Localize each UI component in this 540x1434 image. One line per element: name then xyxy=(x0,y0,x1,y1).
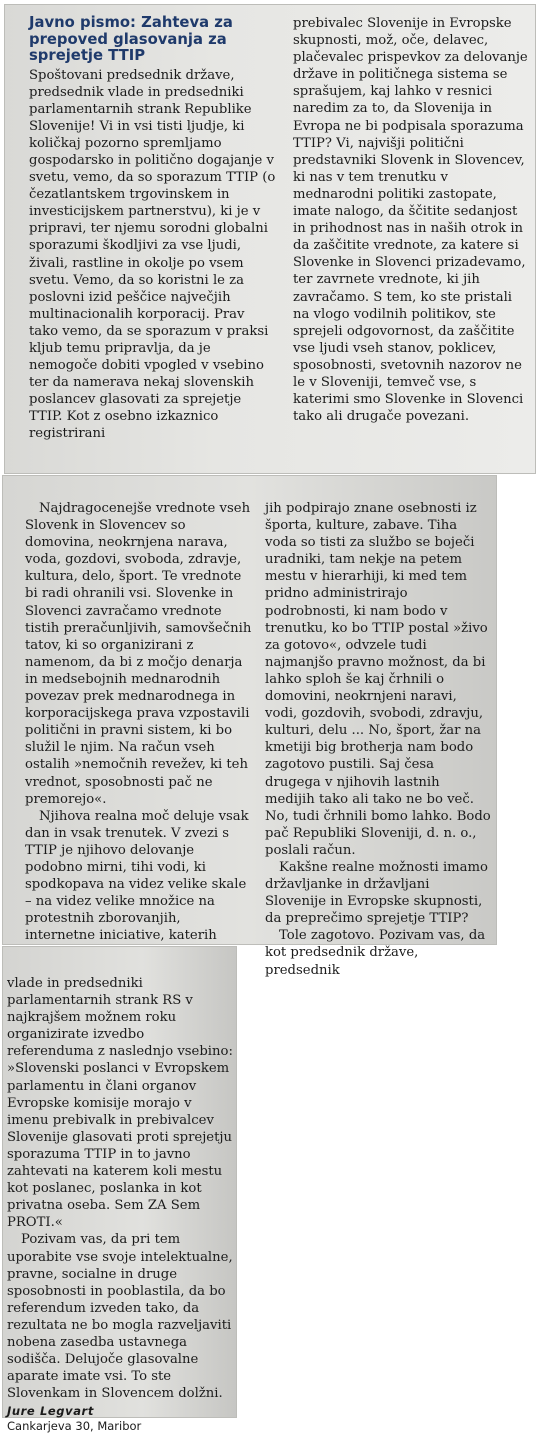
clip1-column-right xyxy=(293,15,529,425)
clip2-left-paragraph-1: Najdragocenejše vrednote vseh Slovenk in Slovencev so domovina, neokrnjena narava, voda, gozdovi, svoboda, zdravje, kultura, delo, šport. Te vrednote bi radi ohranili vsi. Slovenke in Slovenci zavračamo vrednote tistih preračunljivih, samovšečnih tatov, ki so organizirani z namenom, da bi z močjo denarja in medsebojnih mednarodnih povezav prek mednarodnega in korporacijskega prava vzpostavili politični in pravni sistem, ki bo služil le njim. Na račun vseh ostalih »nemočnih revežev, ki teh vrednot, sposobnosti pač ne premorejo«. xyxy=(25,501,252,807)
clip2-right-paragraph-1: jih podpirajo znane osebnosti iz športa, kulture, zabave. Tiha voda so tisti za službo se boječi uradniki, tam nekje na petem mestu v hierarhiji, ki med tem pridno administrirajo podrobnosti, ki nam bodo v trenutku, ko bo TTIP postal »živo za gotovo«, odvzele tudi najmanjšo pravno možnost, da bi lahko sploh še kaj črhnili o domovini, neokrnjeni naravi, vodi, gozdovih, svobodi, zdravju, kulturi, delu ... No, šport, žar na kmetiji big brotherja nam bodo zagotovo pustili. Saj česa drugega v njihovih lastnih medijih tako ali tako ne bo več. No, tudi črhnili bomo lahko. Bodo pač Republiki Sloveniji, d. n. o., poslali račun. xyxy=(265,501,491,858)
author-address: Cankarjeva 30, Maribor xyxy=(7,1419,142,1434)
clip2-left-paragraph-2: Njihova realna moč deluje vsak dan in vsak trenutek. V zvezi s TTIP je njihovo delovanje podobno mirni, tihi vodi, ki spodkopava na videz velike skale – na videz velike množice na protestnih zborovanjih, internetne iniciative, katerih xyxy=(25,808,249,944)
clip1-column-left xyxy=(29,15,277,443)
clip1-left-text xyxy=(29,67,277,443)
headline: Javno pismo: Zahteva za prepoved glasovanja za sprejetje TTIP xyxy=(29,14,233,64)
clip2-column-left xyxy=(25,500,253,962)
article-clipping-3 xyxy=(2,946,237,1434)
clip1-right-paragraph: prebivalec Slovenije in Evropske skupnosti, mož, oče, delavec, plačevalec prispevkov za delovanje države in političnega sistema se sprašujem, kaj lahko v resnici naredim za to, da Slovenija in Evropa ne bi podpisala sporazuma TTIP? Vi, najvišji politični predstavniki Slovenk in Slovencev, ki nas v tem trenutku v mednarodni politiki zastopate, imate nalogo, da ščitite sedanjost in prihodnost nas in naših otrok in da zaščitite vrednote, za katere si Slovenke in Slovenci prizadevamo, ter zavrnete vrednote, ki jih zavračamo. S tem, ko ste pristali na vlogo vodilnih politikov, ste sprejeli odgovornost, da zaščitite vse ljudi vseh stanov, poklicev, sposobnosti, svetovnih nazorov ne le v Sloveniji, temveč vse, s katerimi smo Slovenke in Slovenci tako ali drugače povezani. xyxy=(293,16,528,425)
clip3-paragraph-1: vlade in predsedniki parlamentarnih strank RS v najkrajšem možnem roku organizirate izvedbo referenduma z naslednjo vsebino: »Slovenski poslanci v Evropskem parlamentu in člani organov Evropske komisije morajo v imenu prebivalk in prebivalcev Slovenije glasovati proti sprejetju sporazuma TTIP in to javno zahtevati na katerem koli mestu kot poslanec, poslanka in kot privatna oseba. Sem ZA Sem PROTI.« xyxy=(7,976,233,1231)
clip1-left-paragraph: Spoštovani predsednik države, predsednik vlade in predsedniki parlamentarnih strank Republike Slovenije! Vi in vsi tisti ljudje, ki količkaj pozorno spremljamo gospodarsko in politično dogajanje v svetu, vemo, da so sporazum TTIP (o čezatlantskem trgovinskem in investicijskem partnerstvu), ki je v pripravi, ter njemu sorodni globalni sporazumi škodljivi za vse ljudi, živali, rastline in okolje po vsem svetu. Vemo, da so koristni le za poslovni izid peščice največjih multinacionalih korporacij. Prav tako vemo, da se sporazum v praksi kljub temu pripravlja, da je nemogoče dobiti vpogled v vsebino ter da namerava nekaj slovenskih poslancev glasovati za sprejetje TTIP. Kot z osebno izkaznico registrirani xyxy=(29,67,276,442)
clip2-right-text xyxy=(265,500,491,979)
signature xyxy=(7,1404,233,1434)
clip3-paragraph-2: Pozivam vas, da pri tem uporabite vse svoje intelektualne, pravne, socialne in druge sposobnosti in pooblastila, da bo referendum izveden tako, da rezultata ne bo mogla razveljaviti nobena zasedba ustavnega sodišča. Delujoče glasovalne aparate imate vsi. To ste Slovenkam in Slovencem dolžni. xyxy=(7,1232,233,1402)
clip3-text xyxy=(7,975,233,1402)
clip2-right-paragraph-2: Kakšne realne možnosti imamo državljanke in državljani Slovenije in Evropske skupnosti, da preprečimo sprejetje TTIP? xyxy=(265,859,488,927)
author-name: Jure Legvart xyxy=(7,1404,94,1419)
clip2-left-text xyxy=(25,500,253,962)
clip3-column xyxy=(7,975,233,1434)
clip1-right-text xyxy=(293,15,529,425)
article-clipping-1 xyxy=(4,4,536,474)
clip2-column-right xyxy=(265,500,491,979)
article-clipping-2 xyxy=(2,475,497,978)
clip2-right-paragraph-3: Tole zagotovo. Pozivam vas, da kot predsednik države, predsednik xyxy=(265,928,486,978)
